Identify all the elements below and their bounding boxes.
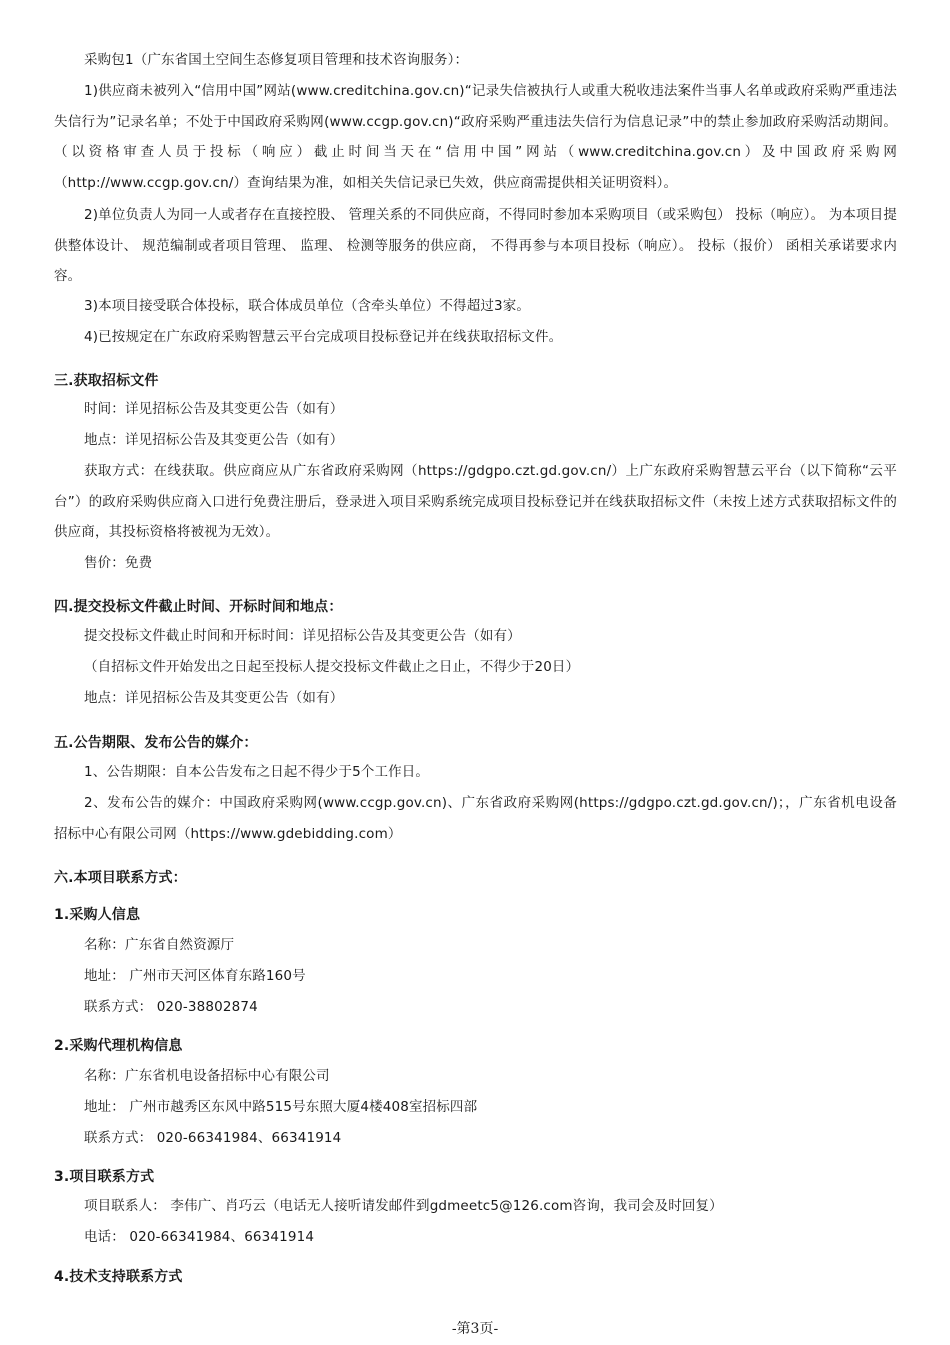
agency-name: 名称：广东省机电设备招标中心有限公司 [84,1068,330,1084]
project-contact-title: 3.项目联系方式 [54,1169,155,1185]
purchaser-title: 1.采购人信息 [54,907,141,923]
section5-period: 1、公告期限：自本公告发布之日起不得少于5个工作日。 [84,764,430,780]
section4-place: 地点：详见招标公告及其变更公告（如有） [84,690,344,706]
qualification-3: 3)本项目接受联合体投标，联合体成员单位（含牵头单位）不得超过3家。 [84,298,531,314]
qualification-2: 2)单位负责人为同一人或者存在直接控股、 管理关系的不同供应商，不得同时参加本采购项目（或采购包） 投标（响应）。 为本项目提供整体设计、 规范编制或者项目管理、 监理、 检测等服务的供应商， 不得再参与本项目投标（响应）。 投标（报价） 函相关承诺要求内容。 [54,207,897,284]
agency-address: 地址： 广州市越秀区东风中路515号东照大厦4楼408室招标四部 [84,1099,478,1115]
section4-deadline: 提交投标文件截止时间和开标时间：详见招标公告及其变更公告（如有） [84,628,521,644]
qualification-1: 1)供应商未被列入“信用中国”网站(www.creditchina.gov.cn)“记录失信被执行人或重大税收违法案件当事人名单或政府采购严重违法失信行为”记录名单；不处于中国政府采购网(www.ccgp.gov.cn)“政府采购严重违法失信行为信息记录”中的禁止参加政府采购活动期间。（以资格审查人员于投标（响应）截止时间当天在“信用中国”网站（www.creditchina.gov.cn）及中国政府采购网（http://www.ccgp.gov.cn/）查询结果为准，如相关失信记录已失效，供应商需提供相关证明资料）。 [54,83,897,191]
section6-title: 六.本项目联系方式： [54,870,187,886]
section5-media: 2、发布公告的媒介：中国政府采购网(www.ccgp.gov.cn)、广东省政府采购网(https://gdgpo.czt.gd.gov.cn/)；，广东省机电设备招标中心有限公司网（https://www.gdebidding.com） [54,795,897,842]
agency-title: 2.采购代理机构信息 [54,1038,183,1054]
section5-title: 五.公告期限、发布公告的媒介： [54,735,258,751]
qualification-4: 4)已按规定在广东政府采购智慧云平台完成项目投标登记并在线获取招标文件。 [84,329,563,345]
section4-title: 四.提交投标文件截止时间、开标时间和地点： [54,599,343,615]
section4-note: （自招标文件开始发出之日起至投标人提交投标文件截止之日止，不得少于20日） [84,659,580,675]
purchaser-address: 地址： 广州市天河区体育东路160号 [84,968,306,984]
tech-support-title: 4.技术支持联系方式 [54,1269,183,1285]
section3-method: 获取方式：在线获取。供应商应从广东省政府采购网（https://gdgpo.czt.gd.gov.cn/）上广东政府采购智慧云平台（以下简称“云平台”）的政府采购供应商入口进行免费注册后，登录进入项目采购系统完成项目投标登记并在线获取招标文件（未按上述方式获取招标文件的供应商，其投标资格将被视为无效）。 [54,463,897,540]
section3-place: 地点：详见招标公告及其变更公告（如有） [84,432,344,448]
package-title: 采购包1（广东省国土空间生态修复项目管理和技术咨询服务）： [84,52,469,68]
section3-time: 时间：详见招标公告及其变更公告（如有） [84,401,344,417]
project-contact-phone: 电话： 020-66341984、66341914 [84,1229,315,1245]
agency-contact: 联系方式： 020-66341984、66341914 [84,1130,342,1146]
purchaser-contact: 联系方式： 020-38802874 [84,999,258,1015]
section3-title: 三.获取招标文件 [54,373,159,389]
purchaser-name: 名称：广东省自然资源厅 [84,937,235,953]
section3-price: 售价：免费 [84,555,153,571]
page-number: -第3页- [451,1321,499,1337]
project-contact-person: 项目联系人： 李伟广、肖巧云（电话无人接听请发邮件到gdmeetc5@126.com咨询，我司会及时回复） [84,1198,723,1214]
